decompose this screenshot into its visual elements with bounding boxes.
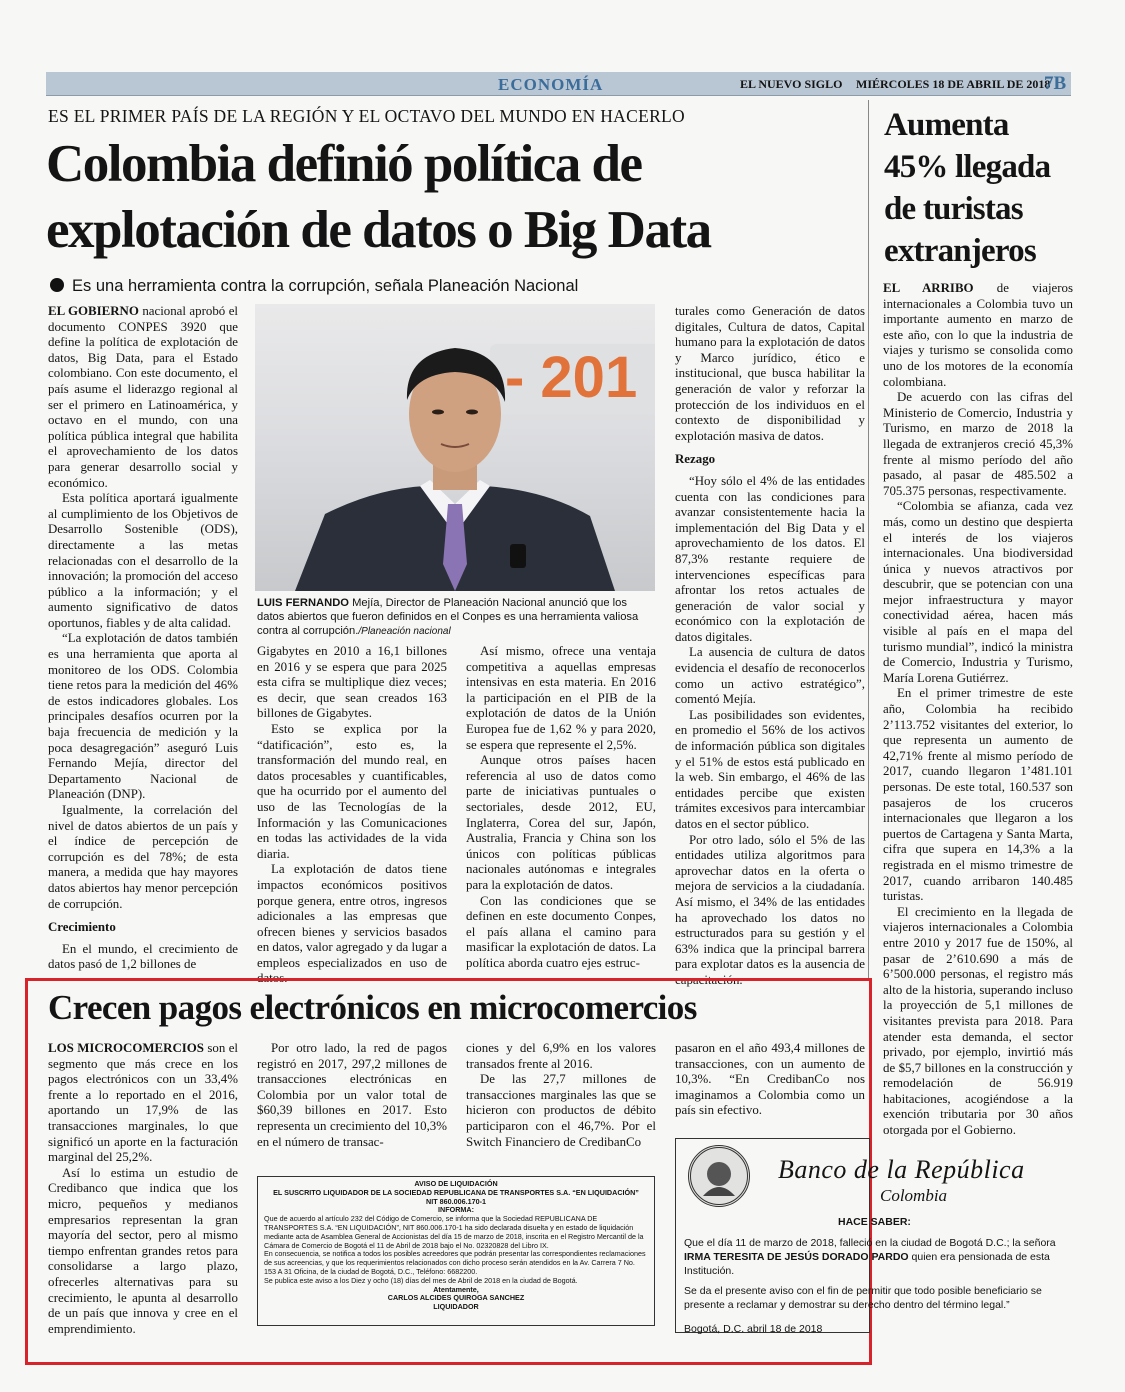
bank-body: Que el día 11 de marzo de 2018, falleció en la ciudad de Bogotá D.C.; la señora IRMA TERESITA DE JESÚS DORADO PARDO quien era pensionada de esta Institución. Se da el presente aviso con el fin de permitir que todo posible beneficiario se presente a reclamar y demostrar su derecho dentro del término legal.” Bogotá, D.C. abril 18 de 2018 xyxy=(684,1236,1064,1336)
photo xyxy=(255,304,655,591)
lead-in: EL GOBIERNO xyxy=(48,304,139,318)
bullet-icon xyxy=(50,278,64,292)
kicker: ES EL PRIMER PAÍS DE LA REGIÓN Y EL OCTAVO DEL MUNDO EN HACERLO xyxy=(48,106,685,126)
paper-name: EL NUEVO SIGLO xyxy=(740,77,843,91)
caption-name: LUIS FERNANDO xyxy=(257,597,349,609)
hace-saber: HACE SABER: xyxy=(838,1216,911,1228)
side-lead-in: EL ARRIBO xyxy=(883,281,974,295)
bank-date: Bogotá, D.C. abril 18 de 2018 xyxy=(684,1323,823,1335)
side-headline: Aumenta 45% llegada de turistas extranjeros xyxy=(884,107,1051,269)
photo-caption: LUIS FERNANDO Mejía, Director de Planeación Nacional anunció que los datos abiertos que fueron definidos en el Conpes es una herramienta valiosa contra al corrupción./Planeación nacional xyxy=(257,597,639,638)
second-col-4: pasaron en el año 493,4 millones de transacciones, con un aumento de 10,3%. “En CredibanCo nos imaginamos a Colombia como un país sin efectivo. xyxy=(675,1041,865,1118)
subhead-crecimiento: Crecimiento xyxy=(48,920,116,935)
eye-left xyxy=(432,410,444,415)
notice-signer: CARLOS ALCIDES QUIROGA SANCHEZ xyxy=(387,1293,525,1303)
bank-country: Colombia xyxy=(880,1186,948,1205)
main-col-3: Así mismo, ofrece una ventaja competitiva a aquellas empresas intensivas en esta materia. En 2016 la participación en el PIB de la explotación de datos de la Unión Europea fue de 1,62 % y para 2020, se espera que represente el 2,5%. Aunque otros países hacen referencia al uso de datos como parte de iniciativas puntuales o sectoriales, desde 2012, EU, Inglaterra, Corea del sur, Japón, Australia, Francia y China son los únicos con políticas públicas nacionales autónomas e integrales para la explotación de datos. Con las condiciones que se definen en este documento Conpes, el país allana el camino para masificar la explotación de datos. La política aborda cuatro ejes estruc- xyxy=(466,644,656,970)
deceased-name: IRMA TERESITA DE JESÚS DORADO PARDO xyxy=(684,1251,909,1263)
deck xyxy=(50,276,578,296)
page-number: 7B xyxy=(1044,73,1067,94)
headline-line-2: explotación de datos o Big Data xyxy=(46,201,711,259)
eye-right xyxy=(466,410,478,415)
column-rule xyxy=(868,100,869,980)
photo-banner-text: - 201 xyxy=(505,345,638,410)
liquidation-notice: AVISO DE LIQUIDACIÓN EL SUSCRITO LIQUIDADOR DE LA SOCIEDAD REPUBLICANA DE TRANSPORTES S.A. “EN LIQUIDACIÓN” NIT 860.006.170-1 INFORMA: Que de acuerdo al artículo 232 del Código de Comercio, se informa que la Sociedad REPUBLICANA DE TRANSPORTES S.A. “EN LIQUIDACIÓN”, NIT 860.006.170-1 ha sido declarada disuelta y en estado de liquidación mediante acta de Asamblea General de Accionistas del día 15 de marzo de 2018, inscrita en el Registro Mercantil de la Cámara de Comercio de Bogotá el 11 de Abril de 2018 bajo el No. 02320828 del Libro IX. En consecuencia, se notifica a todos los posibles acreedores que podrán presentar las correspondientes reclamaciones de sus acreencias, y que los requerimientos relacionados con dicho proceso serán atendidos en la Av. Carrera 7 No. 153 A 31 Oficina, de la ciudad de Bogotá, D.C., Teléfono: 6682200. Se publica este aviso a los Diez y ocho (18) días del mes de Abril de 2018 en la ciudad de Bogotá. Atentamente, CARLOS ALCIDES QUIROGA SANCHEZ LIQUIDADOR xyxy=(257,1176,655,1326)
main-col-4: turales como Generación de datos digitales, Cultura de datos, Capital humano para la explotación de datos y Marco jurídico, ético e institucional, que busca habilitar la generación de valor y reforzar la protección de los individuos en el contexto de disponibilidad y explotación masiva de datos. Rezago “Hoy sólo el 4% de las entidades cuenta con las condiciones para avanzar consistentemente hacia la implementación del Big Data y el aprovechamiento de los datos. El 87,3% restante requiere de intervenciones específicas para afrontar los retos actuales de generación de valor social y económico con la explotación de datos digitales. La ausencia de cultura de datos evidencia el desafío de reconocerlos como un activo estratégico”, comentó Mejía. Las posibilidades son evidentes, en promedio el 56% de los activos de información pública son digitales y el 51% de estos está publicado en la web. Sin embargo, el 46% de las entidades percibe que existen trámites excesivos para intercambiar datos en el sector público. Por otro lado, sólo el 5% de las entidades utiliza algoritmos para aprovechar datos en la oferta o mejora de servicios a la ciudadanía. Así mismo, el 34% de las entidades ha aprovechado los datos no estructurados para su gestión y el 63% indica que la principal barrera para explotar datos es la ausencia de capacitación. xyxy=(675,304,865,987)
second-col-3: ciones y del 6,9% en los valores transados frente al 2016. De las 27,7 millones de transacciones marginales las que se hicieron con productos de débito participaron con el 46,7%. Por el Switch Financiero de CredibanCo xyxy=(466,1041,656,1149)
lapel-mic xyxy=(510,544,526,568)
main-col-2: Gigabytes en 2010 a 16,1 billones en 2016 y se espera que para 2025 esta cifra se multiplique diez veces; es decir, que sean creados 163 billones de Gigabytes. Esto se explica por la “datificación”, esto es, la transformación del mundo real, en datos procesables y cuantificables, que ha ocurrido por el aumento del uso de las Tecnologías de la Información y las Comunicaciones en todas las actividades de la vida diaria. La explotación de datos tiene impactos económicos positivos porque genera, entre otros, ingresos adicionales a las empresas que ofrecen bienes y servicios basados en datos, valor agregado y da lugar a empleos especializados en uso de datos. xyxy=(257,644,447,986)
seal-portrait-icon xyxy=(691,1148,747,1204)
notice-title: AVISO DE LIQUIDACIÓN xyxy=(414,1179,498,1188)
page-header xyxy=(46,72,1071,96)
second-col-1: LOS MICROCOMERCIOS son el segmento que más crece en los pagos electrónicos con un 33,4% frente a lo reportado en el 2016, aportando un 17,9% de las transacciones marginales, lo que significó un aporte en la facturación marginal del 25,2%. Así lo estima un estudio de Credibanco que indica que los micro, pequeños y medianos empresarios representan la gran mayoría del sector, pero al mismo tiempo enfrentan grandes retos para consolidarse a largo plazo, ofrecerles alternativas para su crecimiento, le apunta al desarrollo de un país que innova y cree en el emprendimiento. xyxy=(48,1041,238,1336)
second-col-2: Por otro lado, la red de pagos registró en 2017, 297,2 millones de transacciones electrónicas en Colombia por un valor total de $60,39 billones en 2017. Esto representa un crecimiento del 10,3% en el número de transac- xyxy=(257,1041,447,1149)
issue-date: MIÉRCOLES 18 DE ABRIL DE 2018 xyxy=(856,77,1051,91)
main-col-1: EL GOBIERNO nacional aprobó el documento CONPES 3920 que define la política de explotación de datos, Big Data, para el Estado colombiano. Con este documento, el país asume el liderazgo regional al ser el primero en Latinoamérica, y octavo en el mundo, con una política pública integral que habilita el aprovechamiento de los datos para generar desarrollo social y económico. Esta política aportará igualmente al cumplimiento de los Objetivos de Desarrollo Sostenible (ODS), directamente a las metas relacionadas con el desarrollo de la innovación; la promoción del acceso público a la información; y el aumento significativo de datos oportunos, fiables y de alta calidad. “La explotación de datos también es una herramienta que aporta al monitoreo de los ODS. Colombia tiene retos para la medición del 46% de estos indicadores globales. Los principales desafíos ocurren por la baja frecuencia de medición y la poca desagregación” aseguró Luis Fernando Mejía, director del Departamento Nacional de Planeación (DNP). Igualmente, la correlación del nivel de datos abiertos de un país y el índice de percepción de corrupción es del 78%; de esta manera, a medida que hay mayores datos abiertos hay menor percepción de corrupción. Crecimiento En el mundo, el crecimiento de datos pasó de 1,2 billones de xyxy=(48,304,238,972)
deck-text: Es una herramienta contra la corrupción, señala Planeación Nacional xyxy=(72,277,579,295)
section-label: ECONOMÍA xyxy=(498,75,604,94)
second-headline: Crecen pagos electrónicos en microcomercios xyxy=(48,988,697,1027)
bank-seal xyxy=(688,1145,750,1207)
subhead-rezago: Rezago xyxy=(675,452,716,467)
bank-name: Banco de la República xyxy=(778,1155,1025,1184)
side-col: EL ARRIBO de viajeros internacionales a Colombia tuvo un importante aumento en marzo de este año, con lo que la industria de viajes y turismo se consolida como uno de los motores de la economía colombiana. De acuerdo con las cifras del Ministerio de Comercio, Industria y Turismo, en marzo de 2018 la llegada de extranjeros creció 45,3% frente al mismo período del año pasado, al pasar de 485.502 a 705.375 personas, respectivamente. “Colombia se afianza, cada vez más, como un destino que despierta el interés de los viajeros internacionales. Una biodiversidad única y nuevos atractivos por descubrir, que se potencian con una mejor infraestructura y mayor conectividad aérea, hacen más visible al país en el mapa del turismo mundial”, indicó la ministra de Comercio, Industria y Turismo, María Lorena Gutiérrez. En el primer trimestre de este año, Colombia ha recibido 2’113.752 visitantes del exterior, lo que representa un aumento de 42,71% frente al mismo período de 2017, cuando llegaron 1’481.101 personas. De este total, 160.537 son pasajeros de los cruceros internacionales que llegaron a los puertos de Cartagena y Santa Marta, cifra que supera en 14,3% a la registrada en el mismo trimestre de 2017, cuando arribaron 140.485 turistas. El crecimiento en la llegada de viajeros internacionales a Colombia entre 2010 y 2017 fue de 150%, al pasar de 2’610.690 a más de 6’500.000 personas, el registro más alto de la historia, superando incluso la proyección de 5,1 millones de visitantes prevista para 2018. Para atender esta demanda, el sector privado, por ejemplo, invirtió más de $5,7 billones en la construcción y remodelación de 56.919 habitaciones, acogiéndose a la exención tributaria por 30 años otorgada por el Gobierno. xyxy=(883,281,1073,1138)
headline-line-1: Colombia definió política de xyxy=(46,135,642,193)
second-lead-in: LOS MICROCOMERCIOS xyxy=(48,1041,204,1055)
person-figure xyxy=(255,304,655,591)
photo-credit: /Planeación nacional xyxy=(358,626,451,638)
